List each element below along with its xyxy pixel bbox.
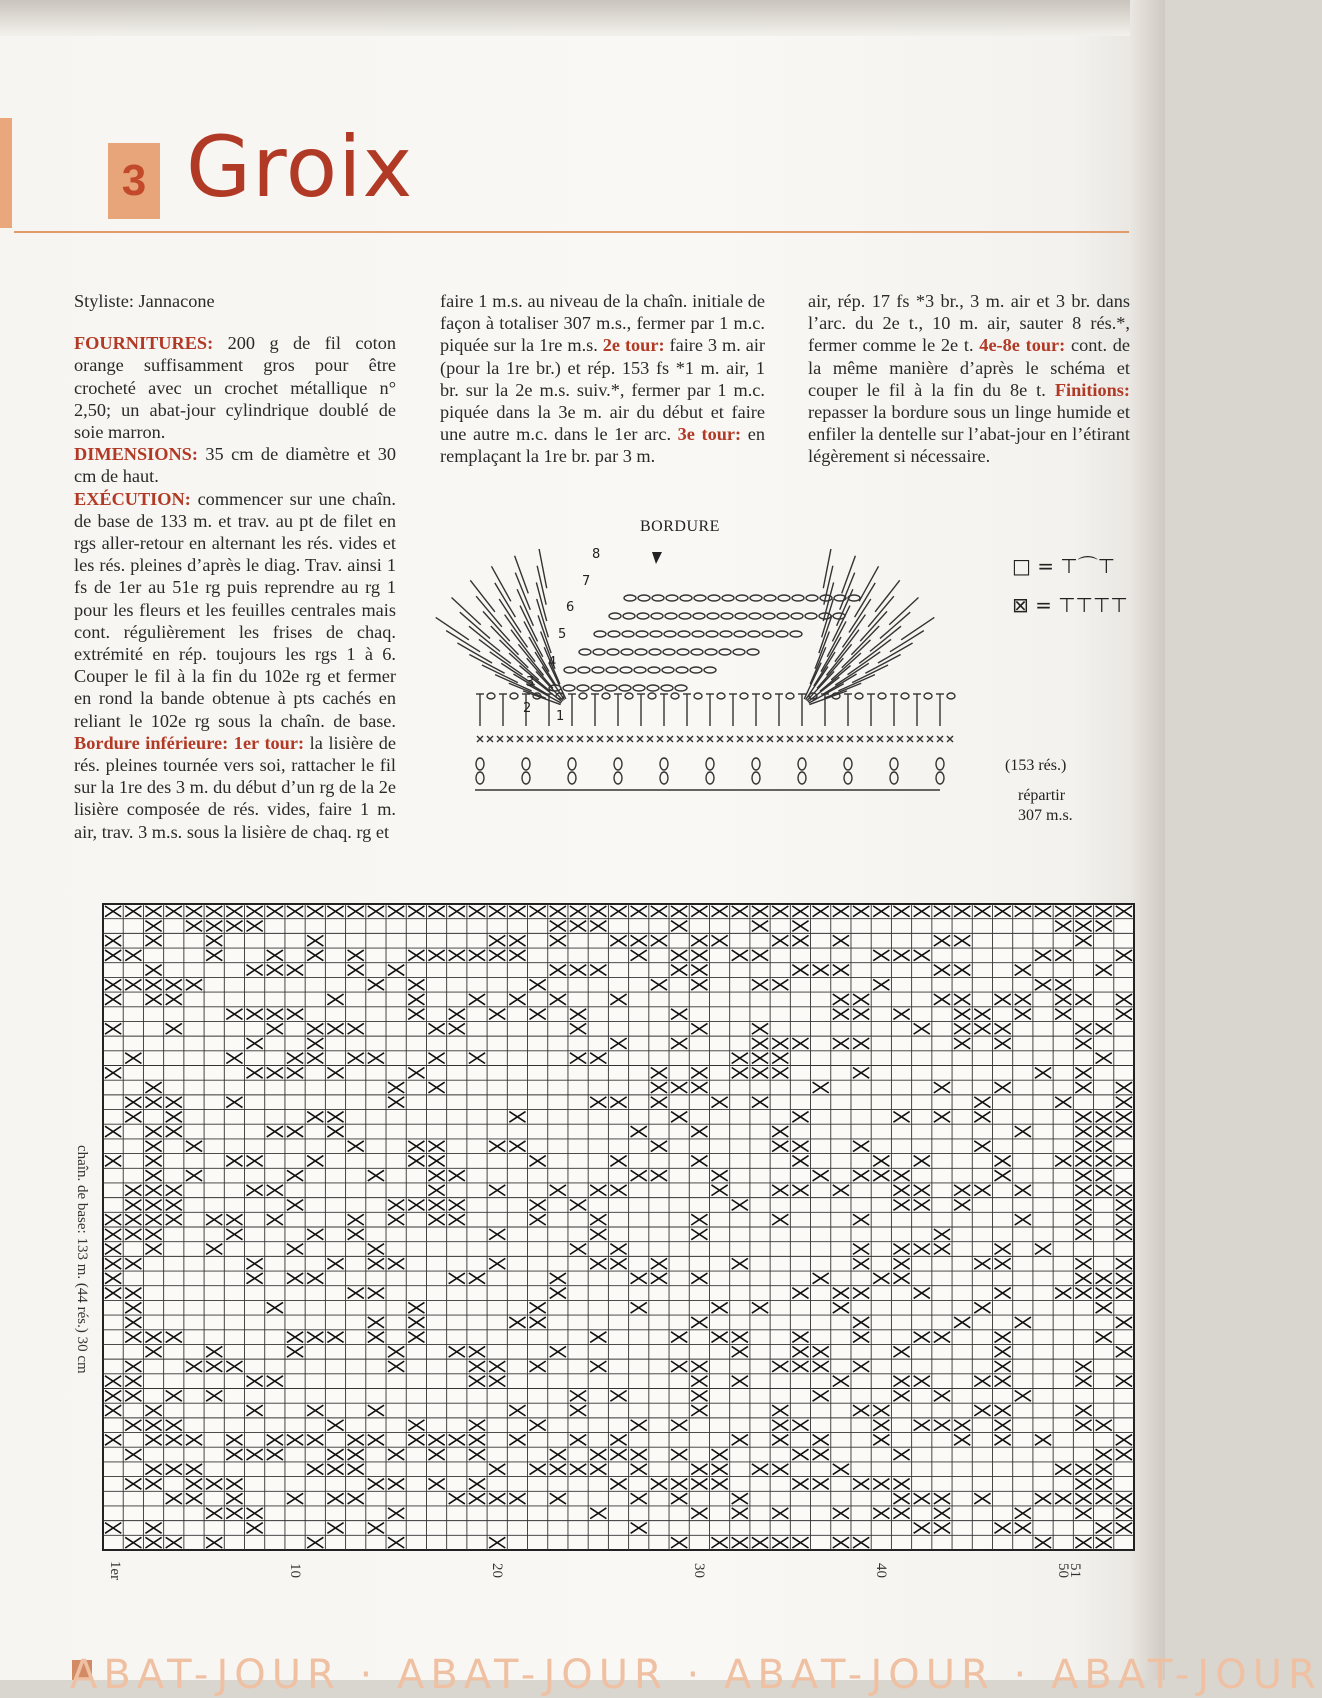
chain-stitch bbox=[662, 667, 674, 673]
col2-paragraph bbox=[440, 290, 765, 468]
col3-text-a: air, rép. 17 fs *3 br., 3 m. air et 3 br. dans l’arc. du 2e t., 10 m. air, sauter 8 rés.*, fermer comme le 2e t. bbox=[808, 291, 1130, 356]
fan-stitch bbox=[838, 675, 875, 691]
title-rule bbox=[14, 231, 1129, 233]
chain-stitch bbox=[792, 595, 804, 601]
chain-stitch bbox=[764, 595, 776, 601]
chain-stitch bbox=[652, 595, 664, 601]
chain-stitch bbox=[665, 613, 677, 619]
chain-stitch bbox=[577, 685, 589, 691]
air-stitch bbox=[671, 693, 679, 699]
fan-stitch bbox=[537, 566, 546, 605]
chain-stitch bbox=[678, 631, 690, 637]
base-chain bbox=[798, 772, 806, 784]
base-chain bbox=[476, 758, 484, 770]
chain-stitch bbox=[564, 667, 576, 673]
fan-stitch bbox=[890, 631, 924, 652]
chain-stitch bbox=[606, 667, 618, 673]
base-chain bbox=[752, 772, 760, 784]
row-number: 5 bbox=[558, 627, 567, 642]
chain-stitch bbox=[579, 649, 591, 655]
fan-stitch bbox=[505, 615, 528, 648]
axis-label: 30 bbox=[691, 1563, 708, 1578]
row-number: 1 bbox=[556, 709, 565, 724]
chain-stitch bbox=[722, 595, 734, 601]
chain-stitch bbox=[607, 649, 619, 655]
left-fan bbox=[436, 549, 566, 705]
fan-stitch bbox=[500, 640, 529, 668]
base-chain bbox=[890, 772, 898, 784]
base-chain bbox=[798, 758, 806, 770]
col2-text-a: faire 1 m.s. au niveau de la chaîn. initiale de façon à totaliser 307 m.s., fermer par 1 m.c. piquée sur la 1re m.s. bbox=[440, 291, 765, 356]
tour3-label: 3e tour: bbox=[677, 424, 742, 445]
fan-stitch bbox=[529, 637, 549, 672]
fan-stitch bbox=[436, 617, 469, 639]
col3-paragraph bbox=[808, 290, 1130, 468]
chain-stitch bbox=[693, 613, 705, 619]
chain-stitch bbox=[749, 613, 761, 619]
chain-stitch bbox=[609, 613, 621, 619]
column-2 bbox=[440, 290, 765, 468]
col2-text-b: faire 3 m. air (pour la 1re br.) et rép. 153 fs *1 m. air, 1 br. sur la 2e m.s. suiv.*, fermer par 1 m.c. piquée dans la 3e m. air du début et faire une autre m.c. dans le 1er arc. bbox=[440, 335, 765, 445]
air-stitch bbox=[786, 693, 794, 699]
row-number: 6 bbox=[566, 600, 575, 615]
chain-stitch bbox=[592, 667, 604, 673]
chain-stitch bbox=[790, 631, 802, 637]
chain-stitch bbox=[608, 631, 620, 637]
fan-stitch bbox=[517, 589, 533, 626]
axis-label: 20 bbox=[489, 1563, 506, 1578]
fan-stitch bbox=[491, 626, 519, 655]
chain-stitch bbox=[622, 631, 634, 637]
air-stitch bbox=[579, 693, 587, 699]
axis-label: 1er bbox=[107, 1560, 124, 1581]
fan-stitch bbox=[832, 606, 850, 642]
air-stitch bbox=[625, 693, 633, 699]
chain-stitch bbox=[647, 685, 659, 691]
chain-stitch bbox=[734, 631, 746, 637]
start-arrow-icon bbox=[652, 552, 662, 564]
fan-stitch bbox=[889, 598, 918, 625]
chain-stitch bbox=[691, 649, 703, 655]
air-stitch bbox=[901, 693, 909, 699]
axis-label: 10 bbox=[286, 1563, 303, 1578]
chain-stitch bbox=[748, 631, 760, 637]
col3-text-c: repasser la bordure sous un linge humide et enfiler la dentelle sur l’abat-jour en l’étirant légèrement si nécessaire. bbox=[808, 402, 1130, 467]
fournitures-text: 200 g de fil coton orange suffisamment gros pour être crocheté avec un crochet métallique n° 2,50; un abat-jour cylindrique doublé de soie marron. bbox=[74, 333, 396, 443]
execution-paragraph bbox=[74, 488, 396, 843]
chain-stitch bbox=[721, 613, 733, 619]
fan-stitch bbox=[452, 598, 481, 625]
chain-stitch bbox=[594, 631, 606, 637]
air-stitch bbox=[947, 693, 955, 699]
base-chain bbox=[476, 772, 484, 784]
base-chain bbox=[706, 772, 714, 784]
chain-stitch bbox=[624, 595, 636, 601]
diagram-legend bbox=[1012, 550, 1128, 631]
chain-stitch bbox=[762, 631, 774, 637]
filet-chart-grid bbox=[103, 904, 1134, 1550]
fan-stitch bbox=[859, 566, 878, 601]
base-chain bbox=[568, 758, 576, 770]
pattern-number: 3 bbox=[108, 143, 160, 219]
pattern-title: Groix bbox=[186, 118, 414, 216]
air-stitch bbox=[740, 693, 748, 699]
air-stitch bbox=[487, 693, 495, 699]
chain-stitch bbox=[848, 595, 860, 601]
dimensions-text: 35 cm de diamètre et 30 cm de haut. bbox=[74, 444, 396, 487]
chain-stitch bbox=[563, 685, 575, 691]
fan-stitch bbox=[469, 654, 504, 673]
chain-stitch bbox=[648, 667, 660, 673]
chain-stitch bbox=[578, 667, 590, 673]
chain-stitch bbox=[649, 649, 661, 655]
chain-stitch bbox=[663, 649, 675, 655]
base-chain bbox=[844, 772, 852, 784]
fan-stitch bbox=[842, 615, 865, 648]
chain-stitch bbox=[620, 667, 632, 673]
footer-running-title bbox=[70, 1652, 1322, 1698]
chain-stitch bbox=[733, 649, 745, 655]
bordure-diagram-title: BORDURE bbox=[640, 518, 720, 535]
fan-stitch bbox=[875, 580, 900, 612]
page-fold bbox=[1130, 0, 1165, 1680]
chain-stitch bbox=[750, 595, 762, 601]
chain-stitch bbox=[776, 631, 788, 637]
execution-label: EXÉCUTION: bbox=[74, 488, 191, 509]
chain-stitch bbox=[619, 685, 631, 691]
chain-stitch bbox=[705, 649, 717, 655]
column-3 bbox=[808, 290, 1130, 468]
air-stitch bbox=[717, 693, 725, 699]
axis-label: 51 bbox=[1067, 1563, 1084, 1578]
fan-stitch bbox=[823, 549, 831, 588]
chain-stitch bbox=[707, 613, 719, 619]
chain-stitch bbox=[634, 667, 646, 673]
repartir-count: 307 m.s. bbox=[1018, 807, 1073, 824]
chain-stitch bbox=[763, 613, 775, 619]
chain-stitch bbox=[637, 613, 649, 619]
page-top-shadow bbox=[0, 0, 1165, 36]
finitions-label: Finitions: bbox=[1054, 379, 1130, 400]
fan-stitch bbox=[520, 606, 538, 642]
chain-stitch bbox=[747, 649, 759, 655]
chain-stitch bbox=[621, 649, 633, 655]
air-stitch bbox=[602, 693, 610, 699]
fan-stitch bbox=[539, 549, 547, 588]
chain-stitch bbox=[651, 613, 663, 619]
chain-stitch bbox=[692, 631, 704, 637]
chain-stitch bbox=[591, 685, 603, 691]
fan-stitch bbox=[849, 599, 871, 633]
chain-stitch bbox=[679, 613, 691, 619]
fan-stitch bbox=[868, 596, 894, 627]
chain-stitch bbox=[791, 613, 803, 619]
grid-side-label bbox=[72, 1145, 92, 1395]
stylist-line: Styliste: Jannacone bbox=[74, 291, 215, 311]
axis-label: 40 bbox=[873, 1563, 890, 1578]
bordure-diagram bbox=[470, 508, 1090, 858]
air-stitch bbox=[694, 693, 702, 699]
chain-stitch bbox=[806, 595, 818, 601]
fan-stitch bbox=[880, 612, 910, 638]
footer-text: ABAT-JOUR · ABAT-JOUR · ABAT-JOUR · ABAT-JOUR bbox=[70, 1652, 1322, 1698]
chain-stitch bbox=[736, 595, 748, 601]
fan-stitch bbox=[476, 596, 502, 627]
chain-stitch bbox=[623, 613, 635, 619]
base-chain bbox=[614, 772, 622, 784]
chain-stitch bbox=[676, 667, 688, 673]
section-band bbox=[0, 118, 12, 228]
air-stitch bbox=[648, 693, 656, 699]
row-number: 3 bbox=[526, 675, 535, 690]
chain-stitch bbox=[833, 613, 845, 619]
base-chain bbox=[844, 758, 852, 770]
chain-stitch bbox=[720, 631, 732, 637]
base-rows bbox=[475, 693, 955, 790]
base-chain bbox=[660, 772, 668, 784]
chain-stitch bbox=[636, 631, 648, 637]
chain-stitch bbox=[708, 595, 720, 601]
chain-stitch bbox=[638, 595, 650, 601]
base-chain bbox=[568, 772, 576, 784]
legend-empty-mesh: □ = ⊤⌒⊤ bbox=[1012, 554, 1116, 578]
chain-stitch bbox=[694, 595, 706, 601]
chain-stitch bbox=[735, 613, 747, 619]
bordure-label: Bordure inférieure: 1er tour: bbox=[74, 732, 305, 753]
base-chain bbox=[660, 758, 668, 770]
bordure-text: la lisière de rés. pleines tournée vers soi, rattacher le fil sur la 1re des 3 m. du début d’un rg de la 2e lisière composée de rés. vides, faire 1 m. air, trav. 3 m.s. sous la lisière de chaq. rg et bbox=[74, 732, 397, 842]
chain-stitch bbox=[675, 685, 687, 691]
row-number: 2 bbox=[523, 701, 532, 716]
fan-stitch bbox=[460, 612, 490, 638]
chain-stitch bbox=[633, 685, 645, 691]
col3-text-b: cont. de la même manière d’après le schéma et couper le fil à la fin du 8e t. bbox=[808, 335, 1131, 400]
row-number: 4 bbox=[548, 655, 557, 670]
column-1 bbox=[74, 290, 396, 843]
base-chain bbox=[522, 758, 530, 770]
fan-stitch bbox=[842, 640, 871, 668]
execution-text: commencer sur une chaîn. de base de 133 m. et trav. au pt de filet en rgs aller-retour en alternant les rés. vides et les rés. pleines d’après le diag. Trav. ainsi 1 fs de 1er au 51e rg puis reprendre au rg 1 pour les fleurs et les feuilles centrales mais cont. régulièrement les frises de chaq. extrémité en rép. toujours les rgs 1 à 6. Couper le fil à la fin du 102e rg et fermer en rond la bande obtenue à pts cachés en reliant le 102e rg sous la chaîn. de base. bbox=[74, 488, 396, 731]
tour48-label: 4e-8e tour: bbox=[979, 335, 1066, 356]
chain-stitch bbox=[777, 613, 789, 619]
fan-stitch bbox=[901, 617, 934, 639]
row-number: 8 bbox=[592, 547, 601, 562]
repartir-label: répartir bbox=[1018, 787, 1066, 804]
side-label-text: chaîn. de base: 133 m. (44 rés.) 30 cm bbox=[74, 1145, 90, 1374]
dimensions-paragraph bbox=[74, 443, 396, 487]
fan-stitch bbox=[851, 626, 879, 655]
base-chain bbox=[890, 758, 898, 770]
chain-stitch bbox=[719, 649, 731, 655]
chain-stitch bbox=[805, 613, 817, 619]
chain-stitch bbox=[677, 649, 689, 655]
base-chain bbox=[752, 758, 760, 770]
right-fan bbox=[804, 549, 934, 705]
fan-stitch bbox=[446, 631, 480, 652]
fournitures-paragraph bbox=[74, 332, 396, 443]
fan-stitch bbox=[495, 583, 516, 617]
base-chain bbox=[522, 772, 530, 784]
dimensions-label: DIMENSIONS: bbox=[74, 444, 198, 465]
fan-stitch bbox=[821, 637, 841, 672]
fan-stitch bbox=[491, 566, 510, 601]
air-stitch bbox=[878, 693, 886, 699]
repartir-note bbox=[1018, 786, 1073, 826]
fan-stitch bbox=[499, 599, 521, 633]
fan-stitch bbox=[470, 580, 495, 612]
air-stitch bbox=[763, 693, 771, 699]
axis-label: 50 bbox=[1055, 1563, 1072, 1578]
chain-stitch bbox=[706, 631, 718, 637]
row-number: 7 bbox=[582, 574, 591, 589]
air-stitch bbox=[924, 693, 932, 699]
fan-stitch bbox=[865, 654, 900, 673]
chain-stitch bbox=[666, 595, 678, 601]
col2-text-c: en remplaçant la 1re br. par 3 m. bbox=[440, 424, 765, 467]
base-chain bbox=[936, 758, 944, 770]
chain-stitch bbox=[690, 667, 702, 673]
chain-stitch bbox=[605, 685, 617, 691]
fan-stitch bbox=[479, 639, 511, 663]
chain-stitch bbox=[778, 595, 790, 601]
base-chain bbox=[706, 758, 714, 770]
legend-full-mesh: ⊠ = ⊤⊤⊤⊤ bbox=[1012, 593, 1128, 617]
mesh-count-note: (153 rés.) bbox=[1005, 757, 1067, 774]
base-chain bbox=[936, 772, 944, 784]
chain-stitch bbox=[650, 631, 662, 637]
fan-stitch bbox=[859, 639, 891, 663]
air-stitch bbox=[855, 693, 863, 699]
tour2-label: 2e tour: bbox=[602, 335, 665, 356]
chain-stitch bbox=[593, 649, 605, 655]
base-chain bbox=[614, 758, 622, 770]
chain-stitch bbox=[635, 649, 647, 655]
chain-stitch bbox=[704, 667, 716, 673]
chain-stitch bbox=[664, 631, 676, 637]
fournitures-label: FOURNITURES: bbox=[74, 333, 214, 354]
chain-stitch bbox=[661, 685, 673, 691]
chain-stitch bbox=[680, 595, 692, 601]
air-stitch bbox=[510, 693, 518, 699]
